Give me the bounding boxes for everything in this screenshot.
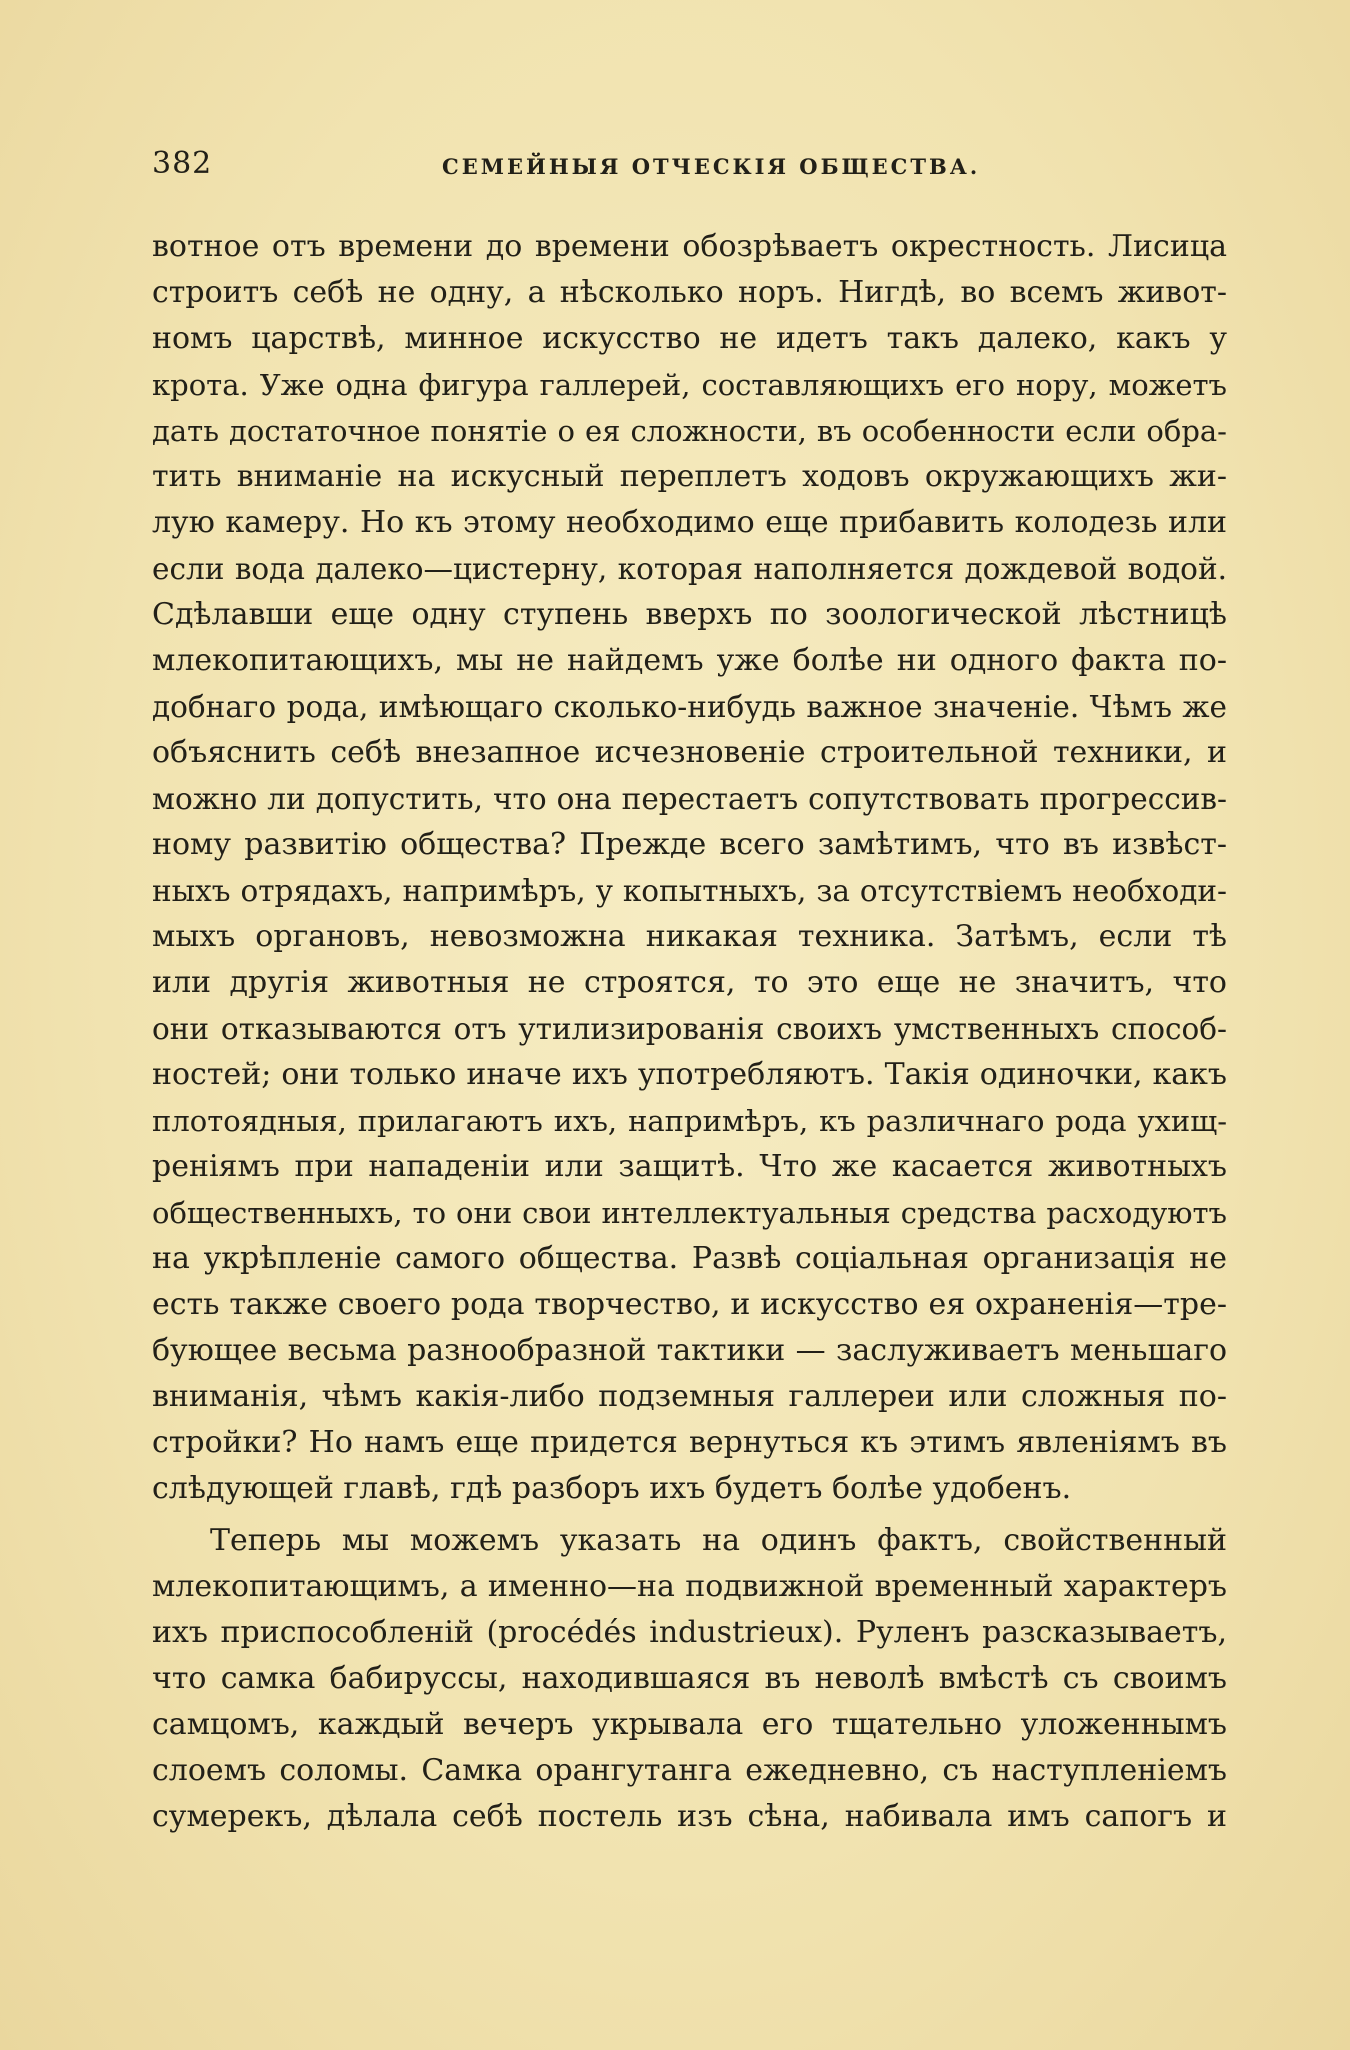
text-line: номъ царствѣ, минное искусство не идетъ такъ далеко, какъ у xyxy=(152,321,1227,356)
text-line: они отказываются отъ утилизированія своихъ умственныхъ способ- xyxy=(152,1012,1227,1046)
text-line: плотоядныя, прилагаютъ ихъ, напримѣръ, къ различнаго рода ухищ- xyxy=(152,1104,1227,1138)
text-line: сумерекъ, дѣлала себѣ постель изъ сѣна, набивала имъ сапогъ и xyxy=(152,1799,1227,1834)
text-line: вниманія, чѣмъ какія-либо подземныя галлереи или сложныя по- xyxy=(152,1379,1227,1414)
text-line: млекопитающимъ, а именно—на подвижной временный характеръ xyxy=(152,1569,1227,1604)
text-line: Теперь мы можемъ указать на одинъ фактъ, свойственный xyxy=(210,1523,1227,1558)
text-line: Сдѣлавши еще одну ступень вверхъ по зоологической лѣстницѣ xyxy=(152,597,1227,632)
text-line: общественныхъ, то они свои интеллектуальныя средства расходуютъ xyxy=(152,1196,1227,1230)
text-line: бующее весьма разнообразной тактики — заслуживаетъ меньшаго xyxy=(152,1333,1227,1368)
paragraph xyxy=(152,224,1227,1512)
running-head: СЕМЕЙНЫЯ ОТЧЕСКІЯ ОБЩЕСТВА. xyxy=(442,154,981,179)
text-line: на укрѣпленіе самого общества. Развѣ соціальная организація не xyxy=(152,1241,1227,1276)
text-line: мыхъ органовъ, невозможна никакая техника. Затѣмъ, если тѣ xyxy=(152,919,1227,954)
text-line: если вода далеко—цистерну, которая наполняется дождевой водой. xyxy=(152,552,1227,586)
text-line: вотное отъ времени до времени обозрѣваетъ окрестность. Лисица xyxy=(152,229,1227,264)
text-line: можно ли допустить, что она перестаетъ сопутствовать прогрессив- xyxy=(152,782,1227,816)
text-line: ихъ приспособленій (procédés industrieux). Руленъ разсказываетъ, xyxy=(152,1615,1227,1650)
text-line: крота. Уже одна фигура галлерей, составляющихъ его нору, можетъ xyxy=(152,368,1227,402)
text-line: есть также своего рода творчество, и искусство ея охраненія—тре- xyxy=(152,1287,1227,1322)
text-line: ныхъ отрядахъ, напримѣръ, у копытныхъ, за отсутствіемъ необходи- xyxy=(152,874,1227,908)
text-line: объяснить себѣ внезапное исчезновеніе строительной техники, и xyxy=(152,735,1227,770)
text-line: ностей; они только иначе ихъ употребляютъ. Такія одиночки, какъ xyxy=(152,1057,1227,1092)
text-line: или другія животныя не строятся, то это еще не значитъ, что xyxy=(152,965,1227,1000)
text-line: лую камеру. Но къ этому необходимо еще прибавить колодезь или xyxy=(152,505,1227,540)
text-line: млекопитающихъ, мы не найдемъ уже болѣе ни одного факта по- xyxy=(152,643,1227,678)
text-line: слоемъ соломы. Самка орангутанга ежедневно, съ наступленіемъ xyxy=(152,1753,1227,1788)
paragraph xyxy=(152,1518,1227,1840)
text-line: реніямъ при нападеніи или защитѣ. Что же касается животныхъ xyxy=(152,1149,1227,1184)
text-line: слѣдующей главѣ, гдѣ разборъ ихъ будетъ болѣе удобенъ. xyxy=(152,1471,1072,1506)
text-line: тить вниманіе на искусный переплетъ ходовъ окружающихъ жи- xyxy=(152,459,1227,494)
page-number: 382 xyxy=(152,146,213,181)
text-line: что самка бабируссы, находившаяся въ неволѣ вмѣстѣ съ своимъ xyxy=(152,1661,1227,1696)
text-line: ному развитію общества? Прежде всего замѣтимъ, что въ извѣст- xyxy=(152,827,1227,862)
page-header xyxy=(152,146,1227,190)
text-line: добнаго рода, имѣющаго сколько-нибудь важное значеніе. Чѣмъ же xyxy=(152,690,1227,724)
text-line: самцомъ, каждый вечеръ укрывала его тщательно уложеннымъ xyxy=(152,1707,1227,1742)
body-text xyxy=(152,224,1227,1840)
text-line: дать достаточное понятіе о ея сложности, въ особенности если обра- xyxy=(152,414,1227,448)
text-line: стройки? Но намъ еще придется вернуться къ этимъ явленіямъ въ xyxy=(152,1425,1227,1460)
text-line: строитъ себѣ не одну, а нѣсколько норъ. Нигдѣ, во всемъ живот- xyxy=(152,275,1227,310)
